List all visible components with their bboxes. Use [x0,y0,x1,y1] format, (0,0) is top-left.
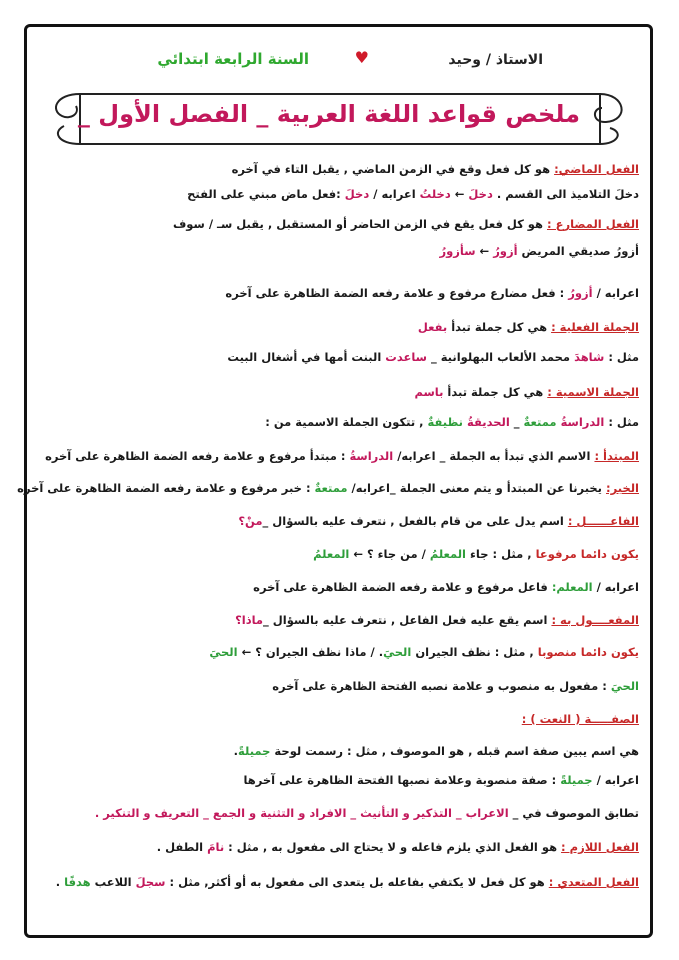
text-segment: دخلتُ [419,187,451,201]
text-segment: , تتكون الجملة الاسمية من : [265,415,428,429]
text-segment: الدراسةُ [349,449,394,463]
text-segment: الفعل المضارع : [547,217,639,231]
text-segment: :فعل ماض مبني على الفتح [187,187,345,201]
text-segment: اسم يدل على من قام بالفعل , نتعرف عليه بالسؤال _ [262,514,568,528]
text-segment: جميلةً [238,744,271,758]
text-line-16 [36,643,639,661]
text-line-5 [36,284,639,302]
text-segment: الحيَ [610,679,639,693]
text-segment: ماذا؟ [235,613,264,627]
text-segment: اللاعب [90,875,136,889]
text-line-19 [36,742,639,760]
text-segment: الطفل . [156,840,208,854]
text-segment: ← [475,244,494,258]
text-segment: : مبتدأ مرفوع و علامة رفعه الضمة الظاهرة على آخره [45,449,350,463]
text-segment: فاعل مرفوع و علامة رفعه الضمة الظاهرة على آخره [253,580,552,594]
text-segment: المبتدأ : [594,449,639,463]
text-segment: هي كل جملة تبدأ [443,385,548,399]
text-segment: هو الفعل الذي يلزم فاعله و لا يحتاج الى مفعول به , مثل : [224,840,562,854]
text-segment: الاسم الذي تبدأ به الجملة _ اعرابه/ [393,449,595,463]
grade-level: السنة الرابعة ابتدائي [157,50,309,68]
text-segment: هو كل فعل لا يكتفي بفاعله بل يتعدى الى مفعول به أو أكثر, مثل : [165,875,549,889]
teacher-name: الاستاذ / وحيد [448,52,543,68]
text-segment: ممتعةٌ [523,415,557,429]
text-segment: محمد الألعاب البهلوانية _ [426,350,575,364]
text-segment: الفاعــــــل : [567,514,639,528]
text-segment: شاهدَ [574,350,605,364]
text-segment: هدفًا [64,875,91,889]
text-segment: اعرابه / [592,286,639,300]
text-segment: : خبر مرفوع و علامة رفعه الضمة الظاهرة على آخره [17,481,315,495]
text-segment: الحيَ [383,645,412,659]
text-segment: الاعراب _ التذكير و التأنيث _ الافراد و التثنية و الجمع _ التعريف و التنكير . [94,806,509,820]
text-segment: بفعل [417,320,448,334]
text-segment: باسم [414,385,444,399]
text-line-15 [36,611,639,629]
text-segment: منْ؟ [238,514,263,528]
heart-icon: ♥ [354,48,369,67]
text-line-14 [36,578,639,596]
text-segment: أزورُ [568,286,593,300]
text-segment: , مثل : جاء [466,547,536,561]
text-segment: أزورُ [493,244,518,258]
text-line-17 [36,677,639,695]
text-segment: ساعدت [385,350,427,364]
text-segment: الفعل اللازم : [561,840,639,854]
text-line-2 [36,185,639,203]
text-segment: سأزورُ [439,244,476,258]
header-row [40,46,639,76]
text-line-3 [36,215,639,233]
page-title: ملخص قواعد اللغة العربية _ الفصل الأول _ [77,100,580,128]
text-line-23 [36,873,639,891]
text-segment: . [55,875,65,889]
title-scroll [40,80,640,154]
text-segment: جميلةً [560,773,593,787]
text-line-4 [36,242,639,260]
text-segment: : مفعول به منصوب و علامة نصبه الفتحة الظاهرة على آخره [272,679,611,693]
text-line-10 [36,447,639,465]
text-line-6 [36,318,639,336]
text-line-8 [36,383,639,401]
text-segment: مثل : [604,415,639,429]
text-segment: الحيَ [209,645,238,659]
text-segment: هو كل فعل يقع في الزمن الحاضر أو المستقبل , يقبل سـ / سوف [172,217,547,231]
text-segment: المفعــــول به : [551,613,639,627]
text-segment: ممتعةٌ [314,481,348,495]
text-segment: هي اسم يبين صفة اسم قبله , هو الموصوف , مثل : رسمت لوحة [270,744,639,758]
text-line-1 [36,160,639,178]
text-segment: اعرابه / [369,187,420,201]
text-line-7 [36,348,639,366]
text-line-12 [36,512,639,530]
text-segment: المعلم: [551,580,593,594]
text-segment: الفعل الماضي: [554,162,639,176]
text-segment: اعرابه / [592,580,639,594]
text-segment: البنت أمها في أشغال البيت [227,350,386,364]
text-line-21 [36,804,639,822]
text-segment: دخلَ التلاميذ الى القسم . [492,187,639,201]
text-segment: الخبر: [606,481,639,495]
text-line-13 [36,545,639,563]
text-segment: المعلمُ [429,547,467,561]
text-segment: _ [509,415,524,429]
text-segment: ← [450,187,469,201]
text-segment: يكون دائما منصوبا [537,645,639,659]
text-segment: نامَ [207,840,225,854]
text-segment: أزورُ صديقي المريض [517,244,639,258]
text-segment: / من جاء ؟ ← [349,547,430,561]
text-segment: الجملة الاسمية : [547,385,639,399]
text-line-11 [17,479,639,497]
text-segment: دخلَ [344,187,370,201]
text-segment: : صفة منصوبة وعلامة نصبها الفتحة الظاهرة على آخرها [243,773,561,787]
text-segment: . / ماذا نظف الجيران ؟ ← [237,645,384,659]
text-segment: الصفـــــة ( النعت ) : [521,712,639,726]
text-segment: الحديقةُ [467,415,510,429]
text-segment: . [233,744,239,758]
text-segment: الجملة الفعلية : [551,320,639,334]
text-segment: مثل : [604,350,639,364]
text-segment: هو كل فعل وقع في الزمن الماضي , يقبل التاء في آخره [231,162,555,176]
text-segment: يخبرنا عن المبتدأ و يتم معنى الجملة _اعرابه/ [347,481,606,495]
text-segment: نظيفةٌ [427,415,463,429]
text-line-20 [36,771,639,789]
text-line-22 [36,838,639,856]
text-segment: يكون دائما مرفوعا [535,547,639,561]
text-segment: دخلَ [468,187,493,201]
text-line-9 [36,413,639,431]
text-segment: هي كل جملة تبدأ [447,320,552,334]
text-segment: : فعل مضارع مرفوع و علامة رفعه الضمة الظاهرة على آخره [225,286,569,300]
text-segment: تطابق الموصوف في _ [508,806,639,820]
text-segment: اعرابه / [592,773,639,787]
text-segment: الفعل المتعدي : [548,875,639,889]
text-segment: المعلمُ [313,547,350,561]
text-segment: اسم يقع عليه فعل الفاعل , نتعرف عليه بالسؤال _ [263,613,552,627]
text-segment: سجلَ [135,875,166,889]
text-line-18 [36,710,639,728]
text-segment: الدراسةُ [560,415,605,429]
text-segment: , مثل : نظف الجيران [411,645,538,659]
